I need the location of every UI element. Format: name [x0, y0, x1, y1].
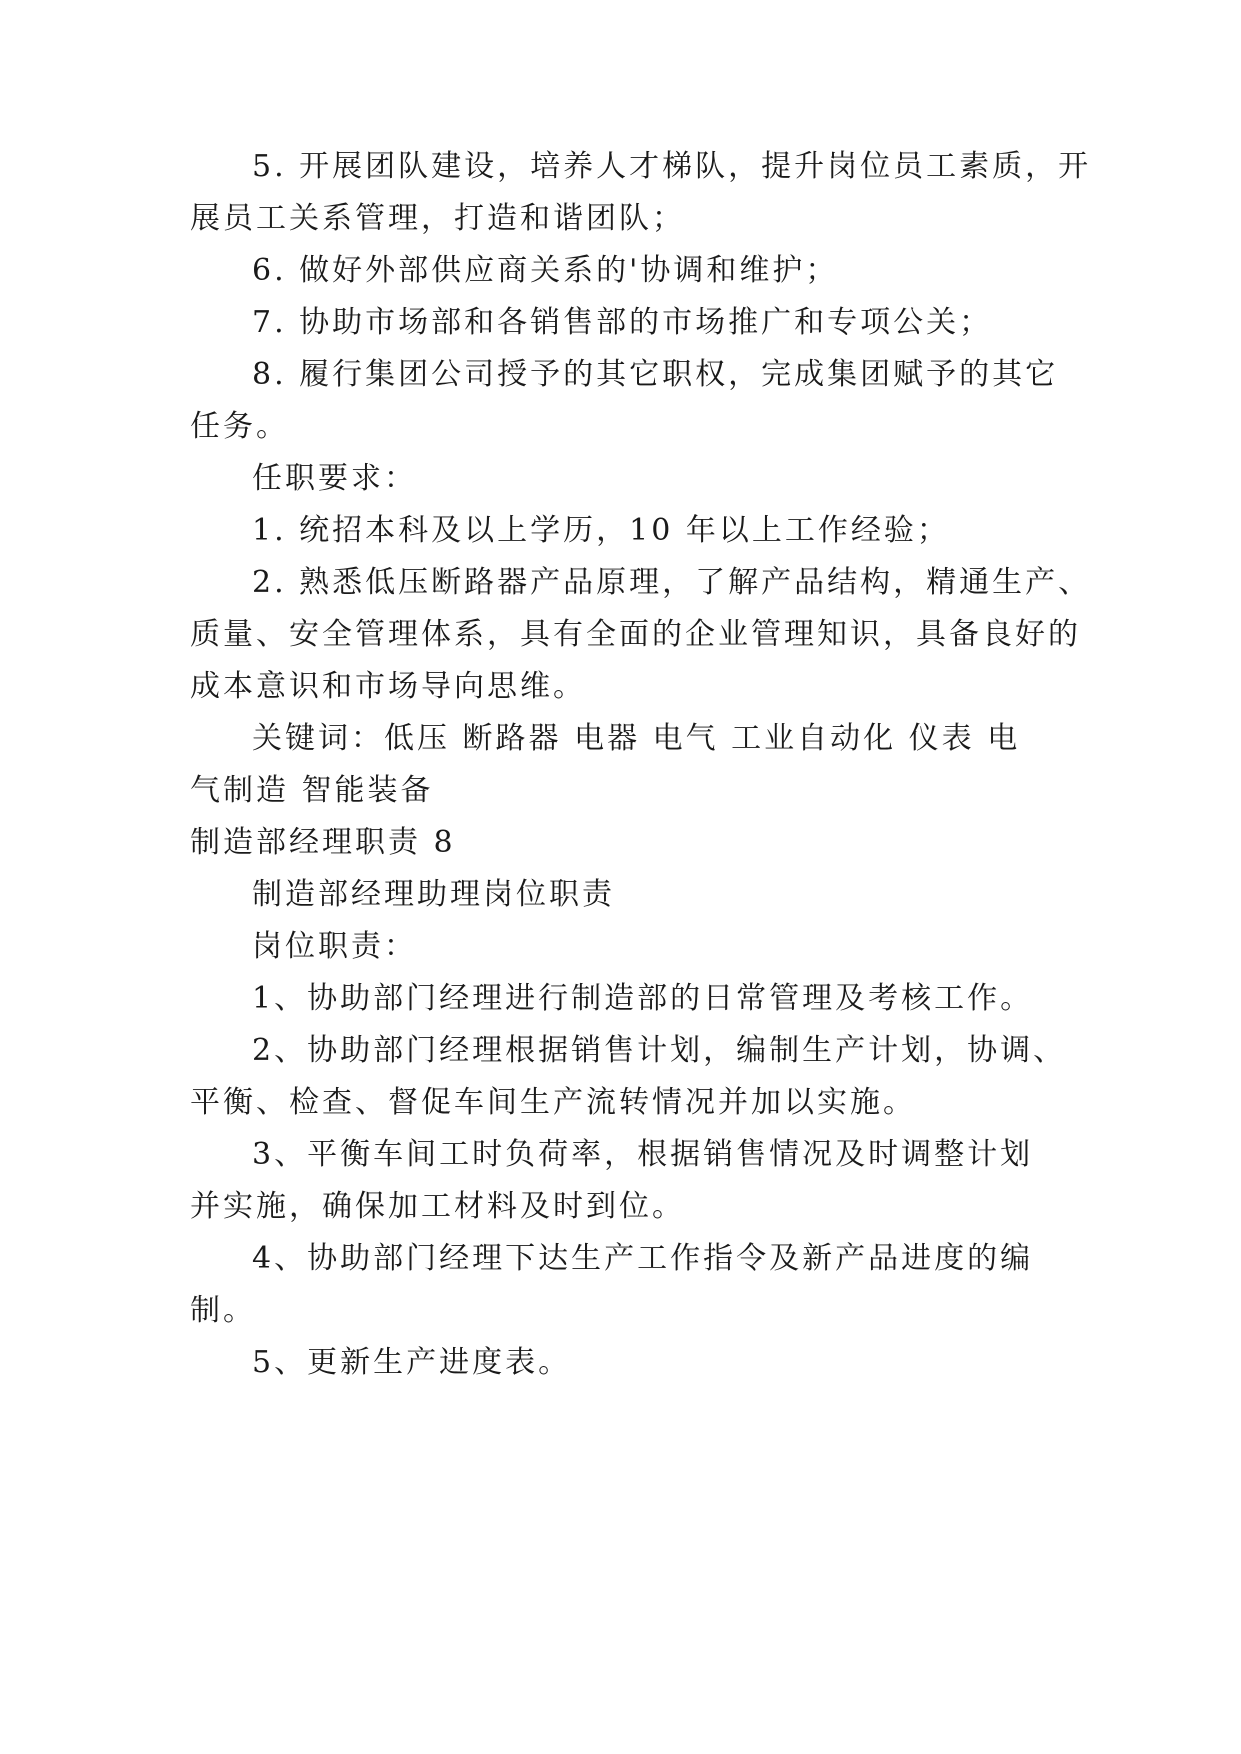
text-line: 制。 — [190, 1293, 256, 1328]
text-line: 5、更新生产进度表。 — [252, 1345, 572, 1380]
keywords-line: 关键词：低压 断路器 电器 电气 工业自动化 仪表 电 — [252, 721, 1021, 756]
section-title: 制造部经理职责 8 — [190, 825, 456, 860]
text-line: 质量、安全管理体系，具有全面的企业管理知识，具备良好的 — [190, 617, 1081, 652]
text-line: 任务。 — [190, 409, 289, 444]
keywords-line: 气制造 智能装备 — [190, 773, 434, 808]
text-line: 2. 熟悉低压断路器产品原理，了解产品结构，精通生产、 — [252, 565, 1092, 600]
text-line: 并实施，确保加工材料及时到位。 — [190, 1189, 685, 1224]
subsection-title: 制造部经理助理岗位职责 — [252, 877, 615, 912]
text-line: 1. 统招本科及以上学历，10 年以上工作经验； — [252, 513, 950, 548]
text-line: 1、协助部门经理进行制造部的日常管理及考核工作。 — [252, 981, 1034, 1016]
text-line: 7. 协助市场部和各销售部的市场推广和专项公关； — [252, 305, 993, 340]
text-line: 展员工关系管理，打造和谐团队； — [190, 201, 685, 236]
text-line: 5. 开展团队建设，培养人才梯队，提升岗位员工素质，开 — [252, 149, 1092, 184]
text-line: 平衡、检查、督促车间生产流转情况并加以实施。 — [190, 1085, 916, 1120]
text-line: 8. 履行集团公司授予的其它职权，完成集团赋予的其它 — [252, 357, 1059, 392]
text-line: 2、协助部门经理根据销售计划，编制生产计划，协调、 — [252, 1033, 1067, 1068]
text-line: 成本意识和市场导向思维。 — [190, 669, 586, 704]
section-heading: 任职要求： — [252, 461, 417, 496]
text-line: 6. 做好外部供应商关系的'协调和维护； — [252, 253, 839, 288]
section-heading: 岗位职责： — [252, 929, 417, 964]
text-line: 4、协助部门经理下达生产工作指令及新产品进度的编 — [252, 1241, 1034, 1276]
text-line: 3、平衡车间工时负荷率，根据销售情况及时调整计划 — [252, 1137, 1034, 1172]
